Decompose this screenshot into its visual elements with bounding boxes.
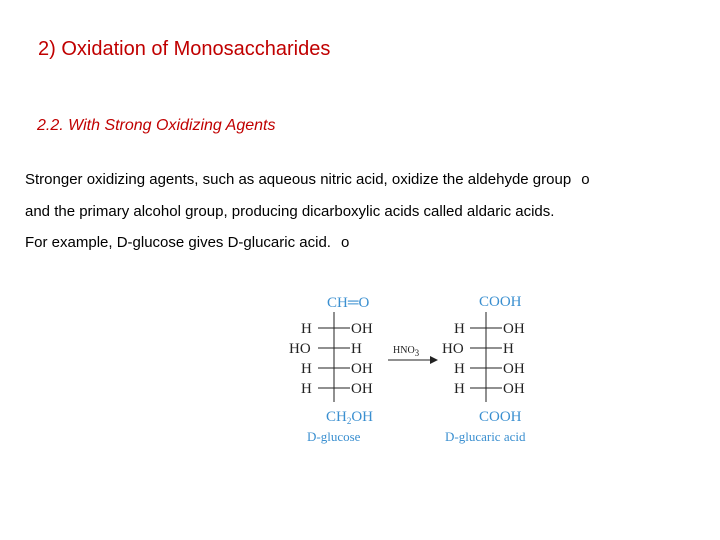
glucaric-row-3-right: OH [503,361,525,377]
glucaric-row-2-right: H [503,341,514,357]
glucaric-bottom-group: COOH [479,409,522,425]
glucaric-row-4-left: H [454,381,465,397]
slide-subtitle: 2.2. With Strong Oxidizing Agents [37,117,276,134]
glucaric-row-1-right: OH [503,321,525,337]
bullet-marker-1: o [581,171,590,188]
glucaric-row-2-left: HO [442,341,464,357]
glucaric-top-group: COOH [479,294,522,310]
glucose-row-1-left: H [301,321,312,337]
glucose-row-4-right: OH [351,381,373,397]
glucose-row-4-left: H [301,381,312,397]
glucaric-row-1-left: H [454,321,465,337]
glucose-row-1-right: OH [351,321,373,337]
glucaric-acid-name: D-glucaric acid [445,429,526,444]
glucaric-acid-structure [442,294,526,444]
glucose-row-3-left: H [301,361,312,377]
glucose-name: D-glucose [307,429,361,444]
glucose-bottom-group: $CH_2OH$ [326,409,374,426]
arrow-head-icon [430,356,438,364]
glucose-aldehyde-group: CH═O [327,295,370,311]
glucose-row-2-right: H [351,341,362,357]
paragraph-2-text: and the primary alcohol group, producing dicarboxylic acids called aldaric acids. [25,203,555,220]
glucaric-row-3-left: H [454,361,465,377]
glucose-row-2-left: HO [289,341,311,357]
reagent-label: HNO3 [393,345,420,358]
glucose-row-3-right: OH [351,361,373,377]
bullet-marker-2: o [340,234,350,251]
glucaric-row-4-right: OH [503,381,525,397]
reaction-arrow [388,345,438,364]
glucose-structure [289,295,373,444]
paragraph-3-text: For example, D-glucose gives D-glucaric acid. [25,234,331,251]
paragraph-1-text: Stronger oxidizing agents, such as aqueous nitric acid, oxidize the aldehyde group [25,171,572,188]
slide-title: 2) Oxidation of Monosaccharides [38,38,331,60]
